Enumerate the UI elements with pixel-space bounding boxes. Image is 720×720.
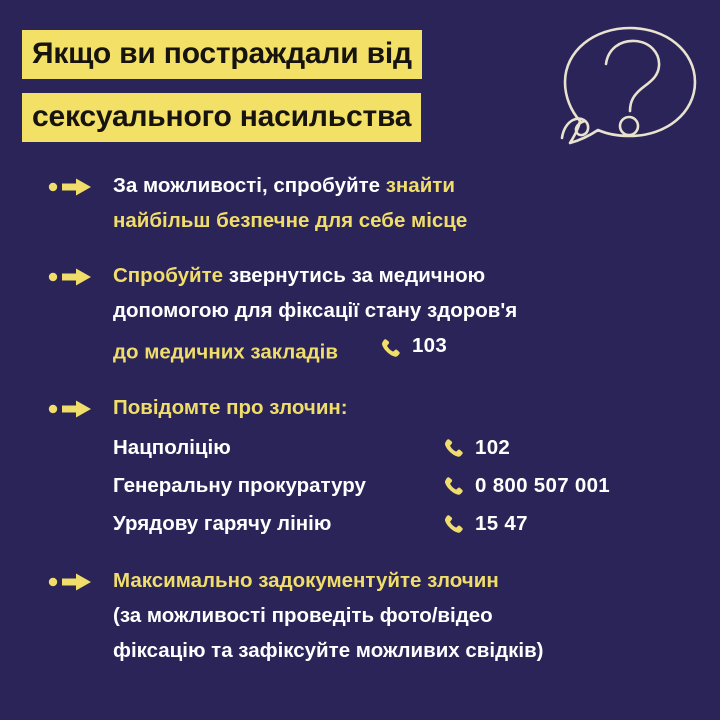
arrow-bullet-icon [48, 399, 94, 419]
phone-number: 0 800 507 001 [475, 473, 610, 497]
item-text-plain: допомогою для фіксації стану здоров'я [113, 299, 518, 322]
item-line [113, 563, 700, 598]
contact-list [113, 429, 700, 543]
contact-label: Нацполіцію [113, 435, 231, 459]
contact-label: Генеральну прокуратуру [113, 473, 366, 497]
phone-entry [443, 474, 610, 498]
contact-row [113, 467, 700, 505]
list-item [0, 258, 720, 370]
list-item [0, 390, 720, 543]
advice-list [0, 168, 720, 688]
item-text-emphasis: Максимально задокументуйте злочин [113, 568, 499, 592]
phone-number: 15 47 [475, 511, 528, 535]
page-title [22, 30, 542, 156]
item-line [113, 168, 700, 203]
item-line [113, 598, 700, 633]
phone-icon [443, 475, 465, 497]
item-text-plain: фіксацію та зафіксуйте можливих свідків) [113, 638, 544, 662]
arrow-bullet-icon [48, 267, 94, 287]
phone-number: 102 [475, 435, 511, 459]
item-text-emphasis: найбільш безпечне для себе місце [113, 209, 468, 232]
item-text-plain: (за можливості проведіть фото/відео [113, 603, 493, 627]
item-text-emphasis: до медичних закладів [113, 340, 338, 364]
poster-header [0, 0, 720, 160]
phone-number: 103 [411, 334, 448, 357]
arrow-bullet-icon [48, 177, 94, 197]
list-item [0, 563, 720, 668]
contact-row [113, 429, 700, 467]
title-line-1: Якщо ви постраждали від [22, 30, 422, 79]
contact-label: Урядову гарячу лінію [113, 511, 332, 535]
item-text-emphasis: знайти [385, 174, 455, 197]
phone-icon [380, 335, 402, 357]
item-line [113, 203, 700, 238]
item-text-plain: звернутись за медичною [223, 264, 486, 287]
item-line [113, 293, 700, 328]
title-line-2: сексуального насильства [22, 93, 421, 142]
phone-icon [443, 437, 465, 459]
contact-row [113, 505, 700, 543]
phone-entry [380, 328, 447, 363]
phone-entry [443, 512, 535, 536]
phone-icon [443, 513, 465, 535]
list-item [0, 168, 720, 238]
phone-entry [443, 436, 535, 460]
section-heading: Повідомте про злочин: [113, 395, 348, 419]
item-text-emphasis: Спробуйте [113, 264, 224, 287]
item-line-with-phone [113, 328, 700, 370]
item-text-plain: За можливості, спробуйте [113, 174, 386, 197]
item-line [113, 258, 700, 293]
arrow-bullet-icon [48, 572, 94, 592]
speech-bubble-question-mark-icon [548, 16, 708, 161]
item-line [113, 633, 700, 668]
